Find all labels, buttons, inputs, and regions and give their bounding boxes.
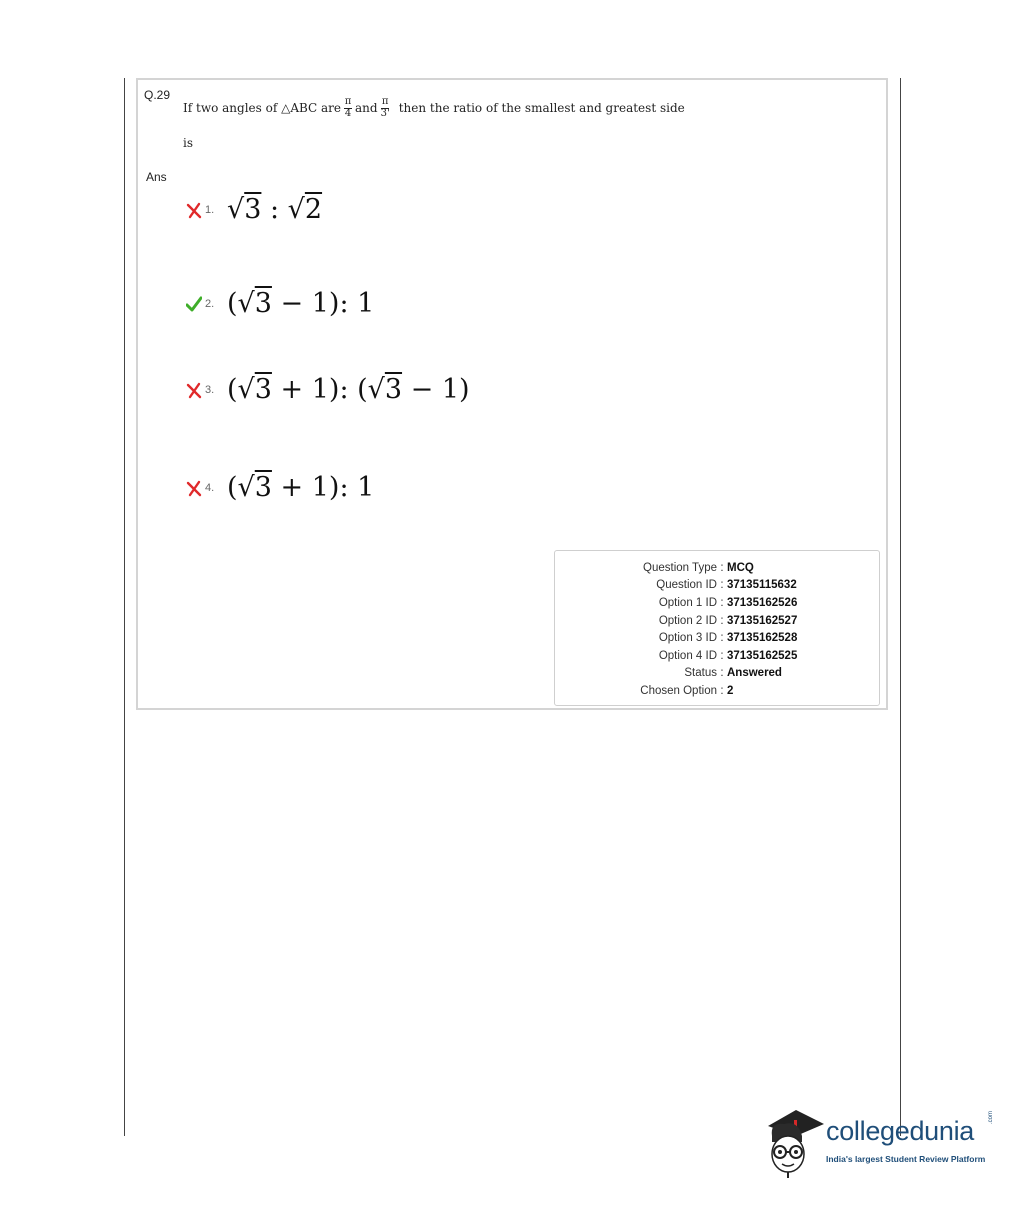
logo-tagline: India's largest Student Review Platform (826, 1154, 986, 1164)
mascot-icon (762, 1102, 824, 1180)
page-border-right (900, 78, 901, 1136)
info-value: 37135115632 (727, 579, 797, 592)
info-row-chosen-option: Chosen Option : 2 (555, 682, 879, 700)
info-label: Option 3 ID (658, 632, 717, 645)
question-info-panel (554, 550, 880, 706)
logo-name: collegedunia (826, 1116, 975, 1146)
cross-icon (186, 201, 202, 219)
info-value: 37135162528 (727, 632, 798, 645)
info-label: Option 2 ID (658, 614, 717, 627)
info-row-status: Status : Answered (555, 665, 879, 683)
logo-com: .com (988, 1110, 994, 1124)
option-expression: (√3 − 1): 1 (227, 288, 375, 319)
info-label: Chosen Option (640, 684, 717, 697)
fraction-denominator: 3' (380, 107, 390, 119)
page-border-left (124, 78, 125, 1136)
info-value: 37135162527 (727, 614, 798, 627)
option-4[interactable] (186, 472, 374, 503)
fraction-denominator: 4 (344, 107, 352, 119)
option-number: 1. (205, 203, 215, 216)
option-expression: (√3 + 1): 1 (227, 472, 375, 503)
fraction-numerator: π (344, 96, 352, 107)
info-label: Option 1 ID (658, 596, 717, 609)
cross-icon (186, 381, 202, 399)
answer-label: Ans (146, 170, 167, 184)
fraction-pi-over-3 (381, 97, 390, 119)
info-value: 37135162525 (727, 649, 798, 662)
option-number: 2. (205, 297, 215, 310)
option-1[interactable] (186, 194, 322, 225)
info-value: 37135162526 (727, 596, 798, 609)
info-value: MCQ (727, 561, 754, 574)
collegedunia-logo (762, 1102, 1002, 1180)
option-expression: (√3 + 1): (√3 − 1) (227, 374, 470, 405)
question-text (183, 88, 743, 150)
info-label: Question Type (643, 561, 717, 574)
option-number: 3. (205, 383, 215, 396)
question-text-line2: is (183, 136, 193, 150)
fraction-pi-over-4 (344, 97, 352, 119)
question-text-after: then the ratio of the smallest and greatest side (398, 100, 685, 115)
question-panel (136, 78, 888, 710)
info-row-option-4-id: Option 4 ID : 37135162525 (555, 647, 879, 665)
info-value: Answered (727, 667, 782, 680)
info-label: Option 4 ID (658, 649, 717, 662)
question-text-and: and (355, 100, 378, 115)
cross-icon (186, 479, 202, 497)
info-value: 2 (727, 684, 734, 697)
info-row-question-id: Question ID : 37135115632 (555, 577, 879, 595)
option-3[interactable] (186, 374, 470, 405)
option-2[interactable] (186, 288, 374, 319)
info-label: Status (684, 667, 717, 680)
question-text-before: If two angles of △ABC are (183, 100, 342, 115)
question-number: Q.29 (144, 88, 171, 102)
info-label: Question ID (656, 579, 717, 592)
check-icon (186, 295, 202, 313)
info-row-option-2-id: Option 2 ID : 37135162527 (555, 612, 879, 630)
option-expression: √3 : √2 (227, 194, 323, 225)
info-row-option-3-id: Option 3 ID : 37135162528 (555, 629, 879, 647)
info-row-question-type: Question Type : MCQ (555, 559, 879, 577)
option-number: 4. (205, 481, 215, 494)
info-row-option-1-id: Option 1 ID : 37135162526 (555, 594, 879, 612)
fraction-numerator: π (381, 96, 389, 107)
